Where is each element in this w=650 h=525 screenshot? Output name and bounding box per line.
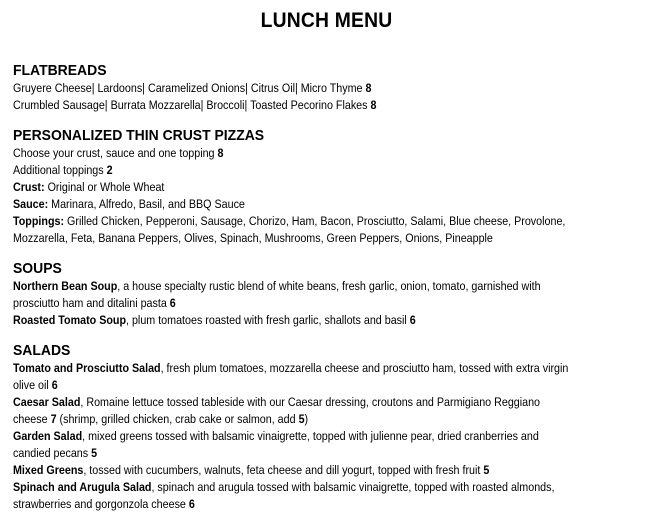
item-price: 6	[409, 313, 416, 327]
section-flatbreads	[13, 62, 640, 114]
option-value: Marinara, Alfredo, Basil, and BBQ Sauce	[51, 197, 245, 211]
menu-item	[13, 394, 629, 411]
item-description: , spinach and arugula tossed with balsamic vinaigrette, topped with roasted almonds,	[151, 480, 555, 494]
pizza-additional-line	[13, 162, 629, 179]
menu-item	[13, 278, 629, 295]
item-description: , mixed greens tossed with balsamic vinaigrette, topped with julienne pear, dried cranberries and	[82, 429, 539, 443]
menu-item-continued	[13, 496, 629, 513]
pizza-base-line	[13, 145, 629, 162]
item-description: , fresh plum tomatoes, mozzarella cheese and prosciutto ham, tossed with extra virgin	[160, 361, 569, 375]
menu-item	[13, 479, 629, 496]
menu-item	[13, 80, 629, 97]
item-description: cheese	[13, 412, 48, 426]
option-label: Toppings:	[13, 214, 65, 228]
option-value: Grilled Chicken, Pepperoni, Sausage, Chorizo, Ham, Bacon, Prosciutto, Salami, Blue cheese, Provolone,	[67, 214, 566, 228]
section-heading-salads: SALADS	[13, 342, 71, 359]
menu-item-continued	[13, 411, 629, 428]
pizza-sauce-line	[13, 196, 629, 213]
section-heading-pizzas: PERSONALIZED THIN CRUST PIZZAS	[13, 127, 265, 144]
item-price: 5	[91, 446, 98, 460]
item-addon-close: )	[304, 412, 309, 426]
item-name: Northern Bean Soup	[13, 279, 118, 293]
item-description: strawberries and gorgonzola cheese	[13, 497, 186, 511]
menu-item-continued	[13, 445, 629, 462]
item-description: Choose your crust, sauce and one topping	[13, 146, 215, 160]
item-description: prosciutto ham and ditalini pasta	[13, 296, 167, 310]
item-name: Mixed Greens	[13, 463, 84, 477]
page-title: LUNCH MENU	[260, 9, 393, 32]
pizza-crust-line	[13, 179, 629, 196]
menu-item	[13, 428, 629, 445]
item-name: Caesar Salad	[13, 395, 81, 409]
item-price: 8	[217, 146, 224, 160]
item-description: olive oil	[13, 378, 49, 392]
item-description: Crumbled Sausage| Burrata Mozzarella| Broccoli| Toasted Pecorino Flakes	[13, 98, 368, 112]
menu-item-continued	[13, 377, 629, 394]
item-price: 7	[50, 412, 57, 426]
item-description: , Romaine lettuce tossed tableside with our Caesar dressing, croutons and Parmigiano Reggiano	[80, 395, 541, 409]
menu-item	[13, 462, 629, 479]
item-description: , a house specialty rustic blend of white beans, fresh garlic, onion, tomato, garnished with	[117, 279, 541, 293]
pizza-toppings-line	[13, 213, 629, 230]
section-salads	[13, 342, 640, 513]
item-description: candied pecans	[13, 446, 89, 460]
menu-item-continued	[13, 295, 629, 312]
section-heading-flatbreads: FLATBREADS	[13, 62, 107, 79]
menu-item	[13, 97, 629, 114]
item-name: Tomato and Prosciutto Salad	[13, 361, 161, 375]
section-heading-soups: SOUPS	[13, 260, 62, 277]
option-value: Original or Whole Wheat	[47, 180, 165, 194]
item-price: 5	[483, 463, 490, 477]
menu-item	[13, 312, 629, 329]
item-addon-price: 5	[298, 412, 305, 426]
item-name: Roasted Tomato Soup	[13, 313, 127, 327]
item-description: Gruyere Cheese| Lardoons| Caramelized Onions| Citrus Oil| Micro Thyme	[13, 81, 363, 95]
option-label: Sauce:	[13, 197, 49, 211]
section-pizzas	[13, 127, 640, 247]
option-label: Crust:	[13, 180, 45, 194]
menu-item	[13, 360, 629, 377]
item-price: 8	[365, 81, 372, 95]
item-price: 6	[188, 497, 195, 511]
item-name: Garden Salad	[13, 429, 83, 443]
item-price: 8	[370, 98, 377, 112]
section-soups	[13, 260, 640, 329]
item-price: 6	[169, 296, 176, 310]
item-description: Additional toppings	[13, 163, 104, 177]
item-description: , plum tomatoes roasted with fresh garlic, shallots and basil	[126, 313, 407, 327]
item-addon: (shrimp, grilled chicken, crab cake or salmon, add	[59, 412, 296, 426]
item-description: , tossed with cucumbers, walnuts, feta cheese and dill yogurt, topped with fresh fruit	[83, 463, 481, 477]
pizza-toppings-line-2: Mozzarella, Feta, Banana Peppers, Olives, Spinach, Mushrooms, Green Peppers, Onions, Pineapple	[13, 231, 493, 245]
item-name: Spinach and Arugula Salad	[13, 480, 152, 494]
item-price: 6	[51, 378, 58, 392]
item-price: 2	[106, 163, 113, 177]
